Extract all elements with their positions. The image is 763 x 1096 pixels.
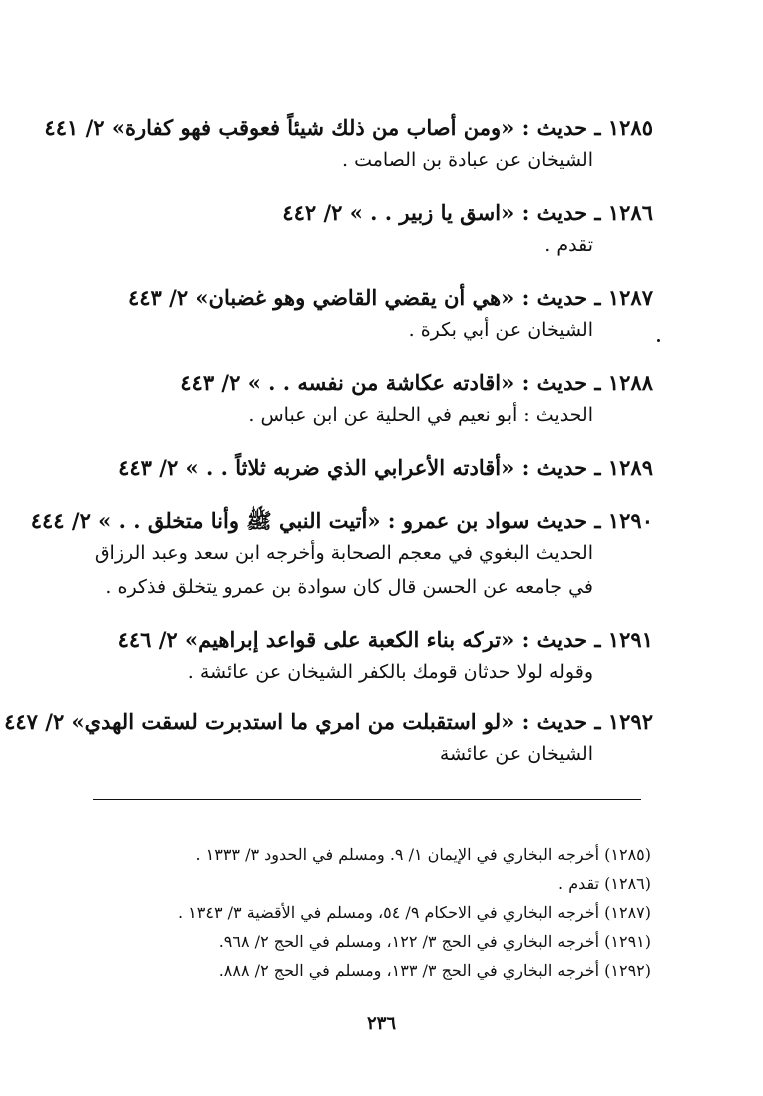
entry-source: الحديث البغوي في معجم الصحابة وأخرجه ابن سعد وعبد الرزاق <box>94 542 593 564</box>
entry-heading <box>118 453 653 483</box>
entry-heading <box>282 198 653 228</box>
entry-label: ـ حديث : <box>521 709 601 734</box>
footnote-divider <box>93 799 641 800</box>
entry-label: ـ حديث : <box>521 455 601 480</box>
entry-heading <box>180 368 653 398</box>
entry-label: ـ حديث : <box>521 370 601 395</box>
stray-mark <box>657 339 660 342</box>
entry-number: ١٢٩١ <box>607 627 653 652</box>
footnote: (١٢٨٦) تقدم . <box>558 874 651 893</box>
hadith-entry-1285 <box>44 113 653 177</box>
entry-label: ـ حديث : <box>521 200 601 225</box>
entry-source: وقوله لولا حدثان قومك بالكفر الشيخان عن عائشة . <box>187 661 593 683</box>
entry-number: ١٢٨٥ <box>607 115 653 140</box>
entry-source: الشيخان عن عائشة <box>439 743 593 765</box>
entry-quote: «اسق يا زبير . . » ٢/ ٤٤٢ <box>282 200 515 225</box>
entry-label: ـ حديث سواد بن عمرو : <box>387 508 601 533</box>
entry-quote: «اقادته عكاشة من نفسه . . » ٢/ ٤٤٣ <box>180 370 515 395</box>
entry-quote: «تركه بناء الكعبة على قواعد إبراهيم» ٢/ ٤٤٦ <box>117 627 515 652</box>
entry-heading <box>118 625 653 655</box>
entry-heading <box>4 707 653 737</box>
hadith-entry-1287 <box>128 283 653 347</box>
footnote: (١٢٩٢) أخرجه البخاري في الحج ٣/ ١٣٣، ومسلم في الحج ٢/ ٨٨٨. <box>218 961 651 980</box>
entry-source: الحديث : أبو نعيم في الحلية عن ابن عباس . <box>248 404 593 426</box>
entry-number: ١٢٨٧ <box>607 285 653 310</box>
entry-quote: «لو استقبلت من امري ما استدبرت لسقت الهدي» ٢/ ٤٤٧ <box>4 709 515 734</box>
page-number: ٢٣٦ <box>366 1013 396 1034</box>
entry-heading <box>31 506 653 536</box>
entry-number: ١٢٩٠ <box>607 508 653 533</box>
footnote: (١٢٨٧) أخرجه البخاري في الاحكام ٩/ ٥٤، ومسلم في الأقضية ٣/ ١٣٤٣ . <box>178 903 651 922</box>
entry-number: ١٢٨٦ <box>607 200 653 225</box>
entry-quote: «أقادته الأعرابي الذي ضربه ثلاثاً . . » ٢/ ٤٤٣ <box>118 455 515 480</box>
entry-heading <box>128 283 653 313</box>
entry-quote: «ومن أصاب من ذلك شيئاً فعوقب فهو كفارة» ٢/ ٤٤١ <box>44 115 515 140</box>
entry-number: ١٢٨٨ <box>607 370 653 395</box>
hadith-entry-1286 <box>282 198 653 262</box>
entry-quote: «هي أن يقضي القاضي وهو غضبان» ٢/ ٤٤٣ <box>128 285 515 310</box>
footnote: (١٢٩١) أخرجه البخاري في الحج ٣/ ١٢٢، ومسلم في الحج ٢/ ٩٦٨. <box>218 932 651 951</box>
hadith-entry-1289 <box>118 453 653 483</box>
entry-label: ـ حديث : <box>521 285 601 310</box>
entry-source: الشيخان عن عبادة بن الصامت . <box>342 149 593 171</box>
hadith-entry-1290 <box>31 506 653 604</box>
entry-label: ـ حديث : <box>521 627 601 652</box>
entry-heading <box>44 113 653 143</box>
footnote: (١٢٨٥) أخرجه البخاري في الإيمان ١/ ٩. ومسلم في الحدود ٣/ ١٣٣٣ . <box>195 845 651 864</box>
entry-quote: «أتيت النبي ﷺ وأنا متخلق . . » ٢/ ٤٤٤ <box>30 508 381 533</box>
entry-source: تقدم . <box>544 234 593 256</box>
entry-source: الشيخان عن أبي بكرة . <box>408 319 593 341</box>
entry-number: ١٢٩٢ <box>607 709 653 734</box>
entry-number: ١٢٨٩ <box>607 455 653 480</box>
hadith-entry-1288 <box>180 368 653 432</box>
footnotes <box>178 840 651 985</box>
hadith-entry-1291 <box>118 625 653 689</box>
entry-label: ـ حديث : <box>521 115 601 140</box>
hadith-entry-1292 <box>4 707 653 771</box>
entry-source: في جامعه عن الحسن قال كان سوادة بن عمرو يتخلق فذكره . <box>105 576 593 598</box>
